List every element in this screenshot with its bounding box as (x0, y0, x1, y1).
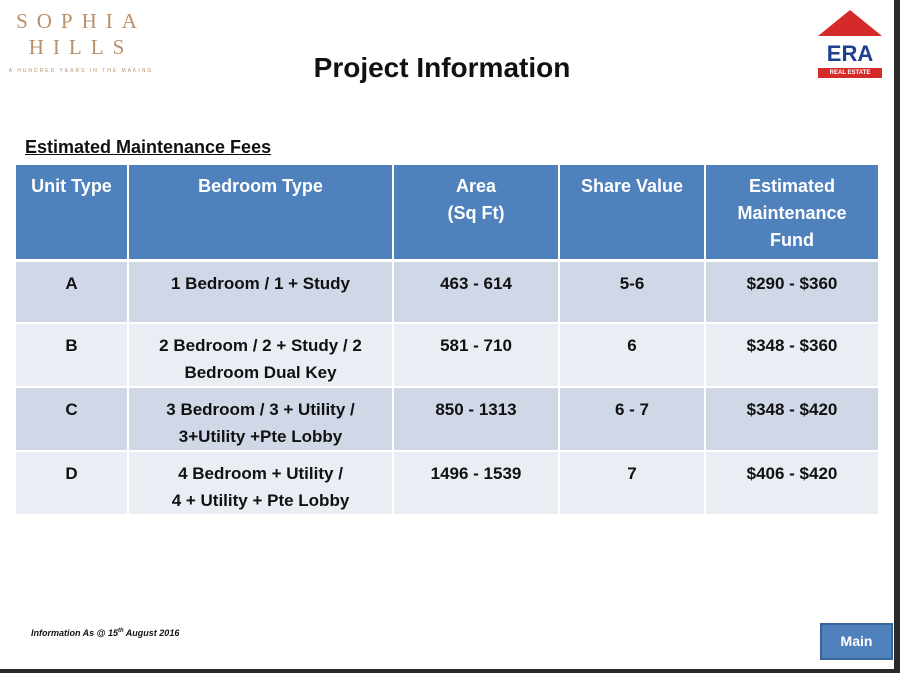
table-header-row (16, 165, 878, 260)
cell-bedroom: 3 Bedroom / 3 + Utility / 3+Utility +Pte Lobby (128, 387, 393, 451)
table-row (16, 260, 878, 323)
brand-line-1: SOPHIA (16, 9, 146, 33)
cell-bedroom: 2 Bedroom / 2 + Study / 2 Bedroom Dual Key (128, 323, 393, 387)
cell-unit: C (16, 387, 128, 451)
era-logo (818, 10, 882, 90)
cell-unit: B (16, 323, 128, 387)
cell-area: 1496 - 1539 (393, 451, 559, 514)
cell-bedroom: 1 Bedroom / 1 + Study (128, 260, 393, 323)
info-date-footnote: Information As @ 15th August 2016 (31, 628, 180, 638)
header-maintenance-fund: Estimated Maintenance Fund (705, 165, 878, 260)
right-border (894, 0, 900, 673)
brand-tagline: A HUNDRED YEARS IN THE MAKING (8, 68, 154, 74)
cell-fund: $290 - $360 (705, 260, 878, 323)
house-roof-icon (818, 10, 882, 36)
cell-unit: A (16, 260, 128, 323)
header-bedroom-type: Bedroom Type (128, 165, 393, 260)
cell-unit: D (16, 451, 128, 514)
cell-share: 7 (559, 451, 705, 514)
cell-fund: $348 - $360 (705, 323, 878, 387)
cell-fund: $406 - $420 (705, 451, 878, 514)
brand-line-2: HILLS (28, 35, 134, 59)
cell-area: 581 - 710 (393, 323, 559, 387)
maintenance-fees-table (16, 165, 878, 514)
era-logo-subtitle: REAL ESTATE (818, 68, 882, 78)
main-button[interactable]: Main (820, 623, 893, 660)
cell-area: 850 - 1313 (393, 387, 559, 451)
header-share-value: Share Value (559, 165, 705, 260)
cell-share: 5-6 (559, 260, 705, 323)
cell-bedroom: 4 Bedroom + Utility / 4 + Utility + Pte Lobby (128, 451, 393, 514)
bottom-border (0, 669, 900, 673)
cell-area: 463 - 614 (393, 260, 559, 323)
era-logo-text: ERA (826, 41, 874, 66)
page-title: Project Information (313, 52, 571, 83)
table-row (16, 451, 878, 514)
section-title: Estimated Maintenance Fees (25, 137, 272, 157)
cell-fund: $348 - $420 (705, 387, 878, 451)
header-area: Area (Sq Ft) (393, 165, 559, 260)
table-row (16, 323, 878, 387)
table-row (16, 387, 878, 451)
header-unit-type: Unit Type (16, 165, 128, 260)
cell-share: 6 - 7 (559, 387, 705, 451)
cell-share: 6 (559, 323, 705, 387)
